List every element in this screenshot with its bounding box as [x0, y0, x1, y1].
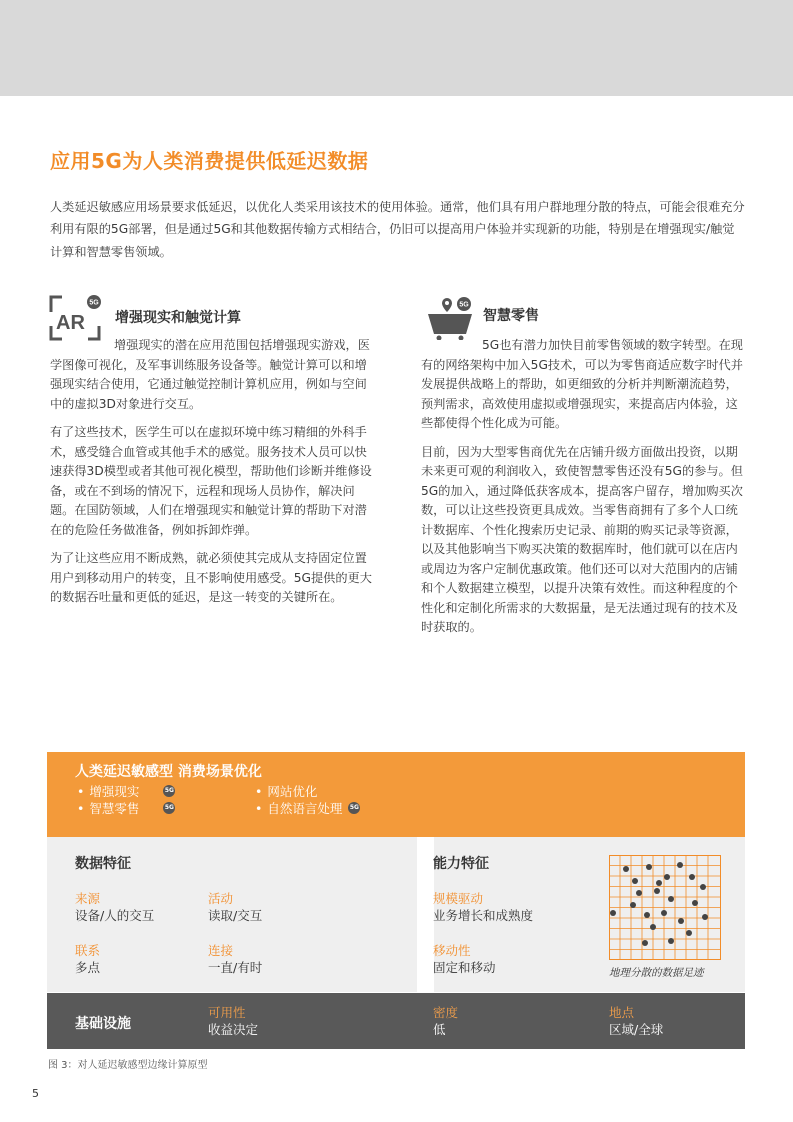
- ar-heading: 增强现实和触觉计算: [115, 310, 241, 326]
- use-case-title: 人类延迟敏感型 消费场景优化: [75, 764, 262, 780]
- data-value: 读取/交互: [208, 908, 263, 923]
- capability-value: 业务增长和成熟度: [433, 908, 534, 923]
- ar-icon: [48, 294, 104, 342]
- infra-label: 密度: [433, 1005, 459, 1020]
- dispersed-data-grid-icon: [609, 855, 721, 960]
- capability-value: 固定和移动: [433, 960, 496, 975]
- ar-icon-badge: 5G: [89, 299, 99, 307]
- use-case-item: • 自然语言处理 5G: [255, 800, 359, 816]
- data-label: 联系: [75, 943, 101, 958]
- grid-caption: 地理分散的数据足迹: [609, 967, 704, 979]
- retail-text-column: [421, 336, 743, 647]
- shopping-cart-icon: [420, 296, 480, 340]
- data-value: 设备/人的交互: [75, 908, 155, 923]
- page-title: 应用5G为人类消费提供低延迟数据: [50, 149, 369, 173]
- infrastructure-title: 基础设施: [75, 1016, 131, 1032]
- intro-paragraph: 人类延迟敏感应用场景要求低延迟，以优化人类采用该技术的使用体验。通常，他们具有用户群地理分散的特点，可能会很难充分利用有限的5G部署，但是通过5G和其他数据传输方式相结合，仍旧可以提高用户体验并实现新的功能，特别是在增强现实/触觉计算和智慧零售领域。: [50, 200, 745, 259]
- ar-paragraph-3: 为了让这些应用不断成熟，就必须使其完成从支持固定位置用户到移动用户的转变，且不影响使用感受。5G提供的更大的数据吞吐量和更低的延迟，是这一转变的关键所在。: [50, 551, 372, 604]
- infra-value: 收益决定: [208, 1022, 259, 1037]
- page-number: 5: [32, 1087, 39, 1100]
- use-case-item: • 智慧零售 5G: [77, 800, 174, 816]
- panel-divider: [417, 837, 434, 992]
- infrastructure-bar: [47, 993, 745, 1049]
- ar-icon-label: AR: [56, 312, 85, 334]
- retail-heading: 智慧零售: [483, 308, 539, 324]
- use-case-item: • 网站优化: [255, 783, 318, 799]
- infra-value: 低: [433, 1022, 446, 1037]
- 5g-badge-icon: 5G: [163, 802, 175, 814]
- data-characteristics-title: 数据特征: [75, 856, 131, 872]
- cart-icon-badge: 5G: [459, 301, 469, 309]
- retail-paragraph-2: 目前，因为大型零售商优先在店铺升级方面做出投资，以期未来更可观的利润收入，致使智慧零售还没有5G的参与。但5G的加入，通过降低获客成本，提高客户留存，增加购买次数，可以让这些投资更具成效。当零售商拥有了多个人口统计数据库、个性化搜索历史记录、前期的购买记录等资源，以及其他影响当下购买决策的数据库时，他们就可以在店内或周边为客户定制优惠政策。他们还可以对大范围内的店铺和个人数据建立模型，以提升决策有效性。而这种程度的个性化和定制化所需求的大数据量，是无法通过现有的技术及时获取的。: [421, 444, 743, 634]
- ar-paragraph-2: 有了这些技术，医学生可以在虚拟环境中练习精细的外科手术，感受缝合血管或其他手术的感觉。服务技术人员可以快速获得3D模型或者其他可视化模型，帮助他们诊断并维修设备，或在不到场的情况下，远程和现场人员协作，解决问题。在国防领域，人们在增强现实和触觉计算的帮助下对潜在的危险任务做准备，例如拆卸炸弹。: [50, 425, 372, 537]
- capability-characteristics-title: 能力特征: [433, 856, 489, 872]
- use-case-item: • 增强现实 5G: [77, 783, 174, 799]
- capability-label: 规模驱动: [433, 891, 484, 906]
- data-value: 一直/有时: [208, 960, 263, 975]
- data-label: 活动: [208, 891, 234, 906]
- characteristics-panel: [47, 837, 745, 992]
- retail-paragraph-1: 5G也有潜力加快目前零售领域的数字转型。在现有的网络架构中加入5G技术，可以为零售商适应数字时代并发展提供战略上的帮助，如更细致的分析并判断潮流趋势，预判需求，高效使用虚拟或增强现实，来提高店内体验，这些都使得个性化成为可能。: [421, 338, 743, 430]
- infra-label: 可用性: [208, 1005, 246, 1020]
- capability-label: 移动性: [433, 943, 471, 958]
- header-band: [0, 0, 793, 96]
- infra-value: 区域/全球: [609, 1022, 664, 1037]
- 5g-badge-icon: 5G: [348, 802, 360, 814]
- data-value: 多点: [75, 960, 101, 975]
- infra-label: 地点: [609, 1005, 635, 1020]
- ar-text-column: [50, 336, 372, 617]
- figure-caption: 图 3：对人延迟敏感型边缘计算原型: [48, 1060, 208, 1071]
- data-label: 来源: [75, 891, 101, 906]
- ar-paragraph-1: 增强现实的潜在应用范围包括增强现实游戏，医学图像可视化，及军事训练服务设备等。触觉计算可以和增强现实结合使用，它通过触觉控制计算机应用，例如与空间中的虚拟3D对象进行交互。: [50, 338, 370, 411]
- use-case-panel: [47, 752, 745, 837]
- data-label: 连接: [208, 943, 234, 958]
- 5g-badge-icon: 5G: [163, 785, 175, 797]
